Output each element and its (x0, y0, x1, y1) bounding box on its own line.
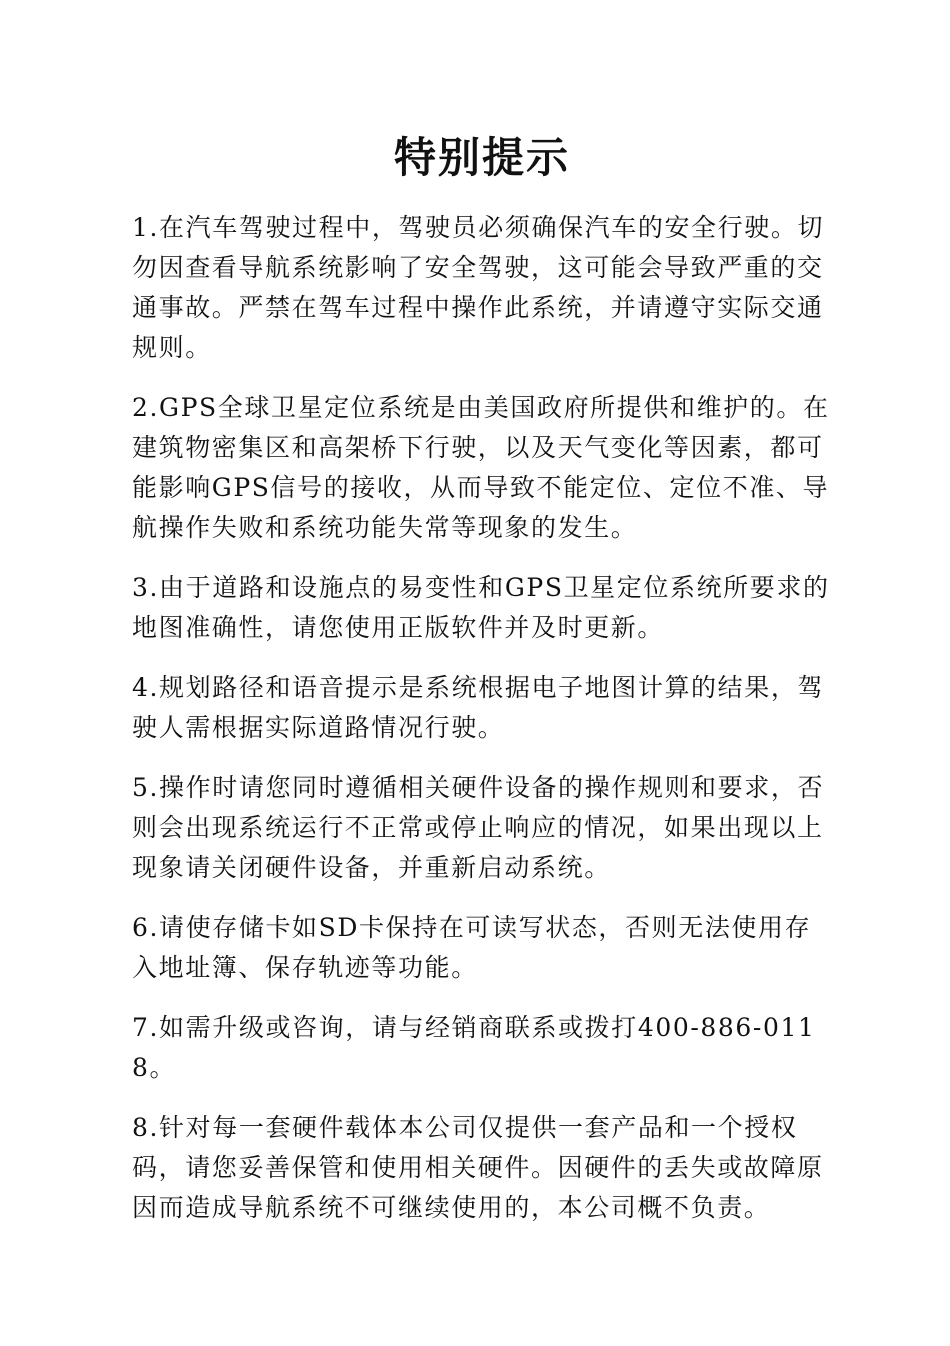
notice-item-5: 5.操作时请您同时遵循相关硬件设备的操作规则和要求，否则会出现系统运行不正常或停止响应的情况，如果出现以上现象请关闭硬件设备，并重新启动系统。 (132, 773, 825, 882)
notice-item-4: 4.规划路径和语音提示是系统根据电子地图计算的结果，驾驶人需根据实际道路情况行驶。 (132, 673, 825, 742)
notice-item-1: 1.在汽车驾驶过程中，驾驶员必须确保汽车的安全行驶。切勿因查看导航系统影响了安全驾驶，这可能会导致严重的交通事故。严禁在驾车过程中操作此系统，并请遵守实际交通规则。 (132, 213, 825, 362)
notice-list (132, 208, 832, 1228)
notice-item-2: 2.GPS全球卫星定位系统是由美国政府所提供和维护的。在建筑物密集区和高架桥下行驶，以及天气变化等因素，都可能影响GPS信号的接收，从而导致不能定位、定位不准、导航操作失败和系统功能失常等现象的发生。 (132, 393, 830, 542)
document-page (132, 128, 832, 1228)
notice-item-3: 3.由于道路和设施点的易变性和GPS卫星定位系统所要求的地图准确性，请您使用正版软件并及时更新。 (132, 573, 830, 642)
notice-item-7: 7.如需升级或咨询，请与经销商联系或拨打400-886-0118。 (132, 1013, 816, 1082)
notice-item-8: 8.针对每一套硬件载体本公司仅提供一套产品和一个授权码，请您妥善保管和使用相关硬件。因硬件的丢失或故障原因而造成导航系统不可继续使用的，本公司概不负责。 (132, 1113, 824, 1222)
notice-item-6: 6.请使存储卡如SD卡保持在可读写状态，否则无法使用存入地址簿、保存轨迹等功能。 (132, 913, 812, 982)
page-title: 特别提示 (393, 133, 570, 182)
